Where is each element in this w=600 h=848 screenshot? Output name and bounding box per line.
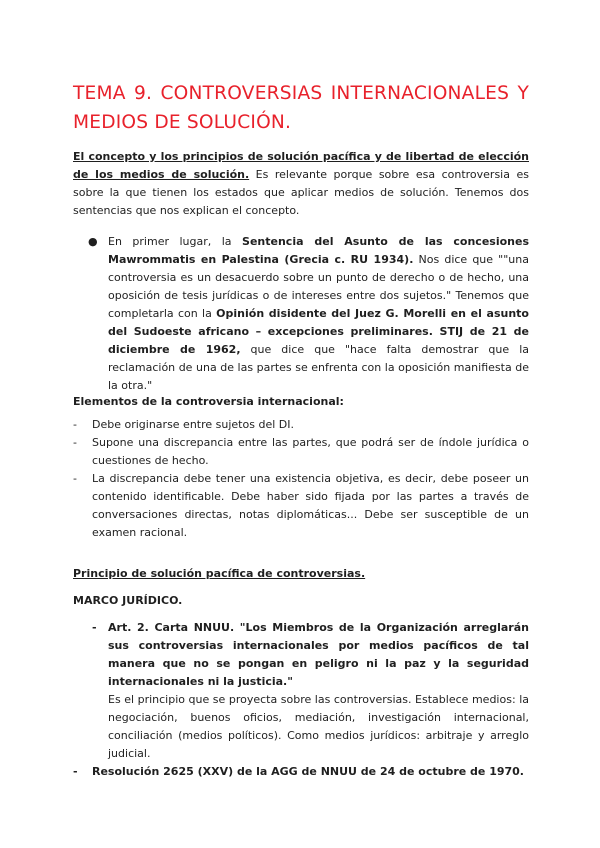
- articles-list: [73, 619, 529, 781]
- dash-icon: -: [92, 621, 97, 634]
- list-item: [73, 416, 529, 434]
- bullet-text-2: Nos dice que ""una controversia es un desacuerdo sobre un punto de derecho o de hecho, una oposición de tesis jurídicas o de intereses entre dos sujetos." Tenemos que completarla con la: [108, 253, 529, 320]
- article-bold: Art. 2. Carta NNUU. "Los Miembros de la Organización arreglarán sus controversias internacionales por medios pacíficos de tal manera que no se pongan en peligro ni la paz y la seguridad internacionales ni la justicia.": [108, 621, 529, 688]
- bullet-icon: ●: [88, 235, 98, 248]
- intro-paragraph: [73, 148, 529, 220]
- bullet-bold-2: Opinión disidente del Juez G. Morelli en el asunto del Sudoeste africano – excepciones preliminares. STIJ de 21 de diciembre de 1962,: [108, 307, 529, 356]
- dash-icon: -: [73, 472, 77, 485]
- intro-text: Es relevante porque sobre esa controversia es sobre la que tienen los estados que aplicar medios de solución. Tenemos dos sentencias que nos explican el concepto.: [73, 168, 529, 217]
- principio-heading: Principio de solución pacífica de controversias.: [73, 567, 366, 580]
- elements-item: Debe originarse entre sujetos del DI.: [92, 418, 294, 431]
- elements-list: [73, 416, 529, 542]
- dash-icon: -: [73, 765, 78, 778]
- list-item: [73, 470, 529, 542]
- elements-item: La discrepancia debe tener una existencia objetiva, es decir, debe poseer un contenido identificable. Debe haber sido fijada por las partes a través de conversaciones directas, notas diplomáticas... Debe ser susceptible de un examen racional.: [92, 472, 529, 539]
- list-item: [73, 434, 529, 470]
- list-item: [73, 763, 529, 781]
- elements-heading: Elementos de la controversia internacional:: [73, 395, 344, 408]
- principio-heading-block: [73, 565, 529, 583]
- resolution-text: Resolución 2625 (XXV) de la AGG de NNUU de 24 de octubre de 1970.: [92, 765, 524, 778]
- marco-heading-block: [73, 592, 529, 610]
- dash-icon: -: [73, 418, 77, 431]
- bullet-list: [73, 233, 529, 395]
- list-item: [73, 619, 529, 763]
- page-title: TEMA 9. CONTROVERSIAS INTERNACIONALES Y MEDIOS DE SOLUCIÓN.: [73, 83, 529, 133]
- bullet-text-3: que dice que "hace falta demostrar que la reclamación de una de las partes se enfrenta con la oposición manifiesta de la otra.": [108, 343, 529, 392]
- elements-item: Supone una discrepancia entre las partes, que podrá ser de índole jurídica o cuestiones de hecho.: [92, 436, 529, 467]
- intro-heading: El concepto y los principios de solución pacífica y de libertad de elección de los medios de solución.: [73, 150, 529, 181]
- bullet-bold-1: Sentencia del Asunto de las concesiones Mawrommatis en Palestina (Grecia c. RU 1934).: [108, 235, 529, 266]
- bullet-text-1: En primer lugar, la: [108, 235, 243, 248]
- article-text: Es el principio que se proyecta sobre las controversias. Establece medios: la negociación, buenos oficios, mediación, investigación internacional, conciliación (medios políticos). Como medios jurídicos: arbitraje y arreglo judicial.: [108, 693, 529, 760]
- elements-heading-block: [73, 393, 529, 411]
- dash-icon: -: [73, 436, 77, 449]
- marco-heading: MARCO JURÍDICO.: [73, 594, 183, 607]
- list-item: [73, 233, 529, 395]
